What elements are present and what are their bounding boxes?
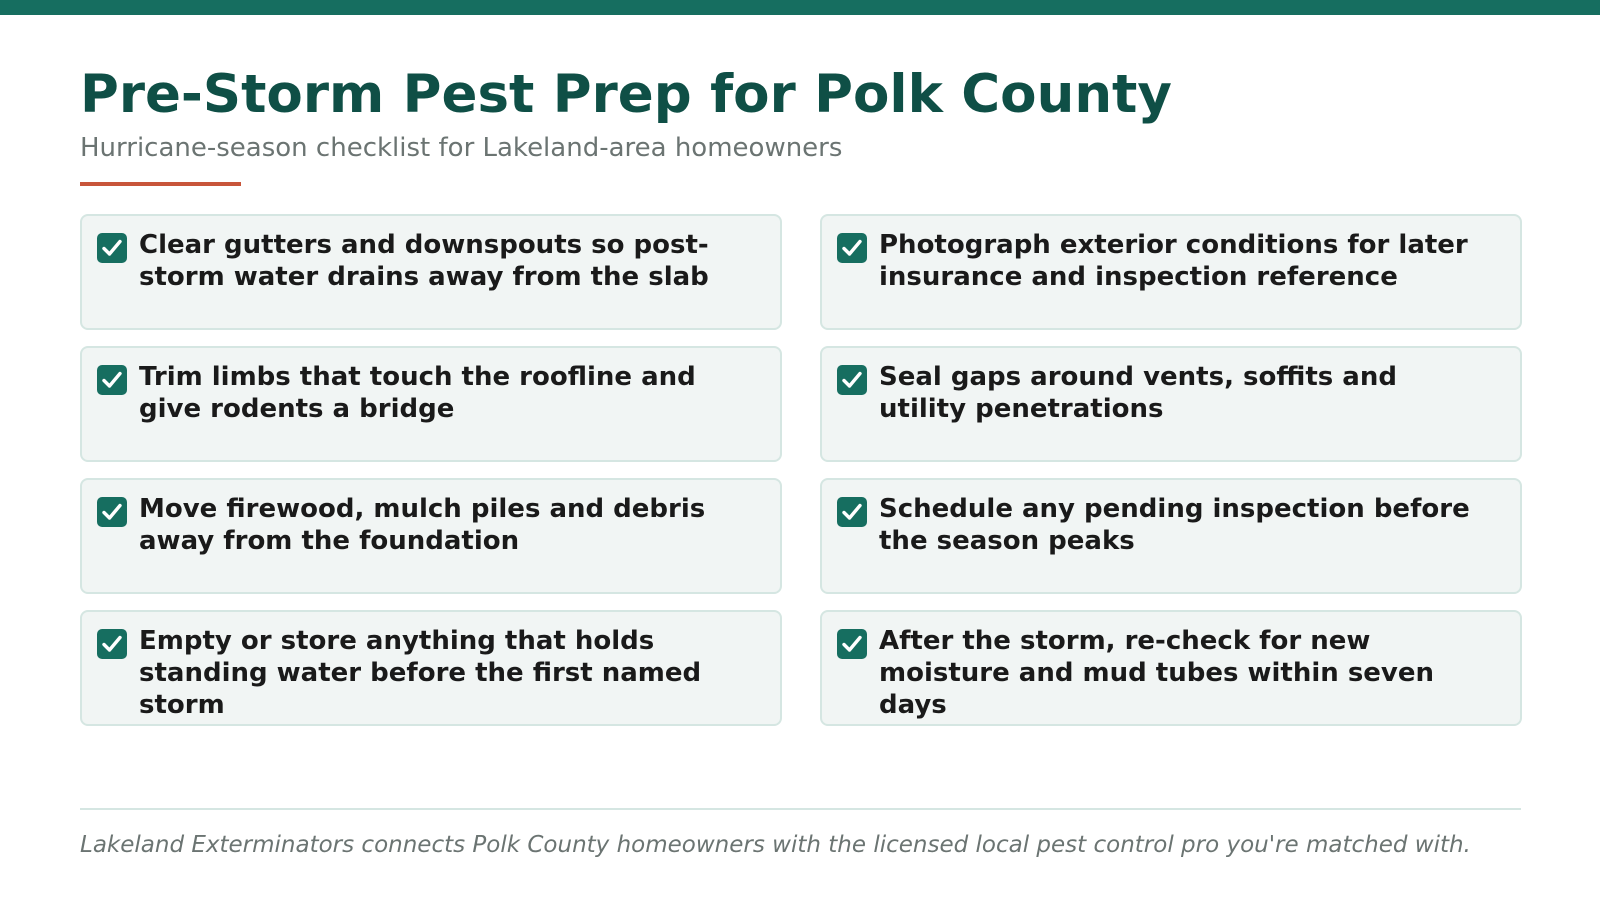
checkbox-checked-icon[interactable] bbox=[837, 497, 867, 527]
checkbox-checked-icon[interactable] bbox=[97, 629, 127, 659]
checklist-item-text: Seal gaps around vents, soffits and utility penetrations bbox=[879, 362, 1397, 424]
checklist-item bbox=[80, 346, 782, 462]
checklist-item-text: Photograph exterior conditions for later insurance and inspection reference bbox=[879, 230, 1468, 292]
checklist-grid bbox=[80, 214, 1521, 726]
checkbox-checked-icon[interactable] bbox=[97, 365, 127, 395]
checklist-item bbox=[80, 214, 782, 330]
page-title: Pre-Storm Pest Prep for Polk County bbox=[80, 64, 1172, 125]
checklist-item bbox=[820, 610, 1522, 726]
checklist-item-text: Move firewood, mulch piles and debris away from the foundation bbox=[139, 494, 706, 556]
footer-divider bbox=[80, 808, 1521, 810]
checkbox-checked-icon[interactable] bbox=[837, 365, 867, 395]
checkbox-checked-icon[interactable] bbox=[837, 629, 867, 659]
checklist-item bbox=[80, 478, 782, 594]
checkbox-checked-icon[interactable] bbox=[97, 233, 127, 263]
top-brand-bar bbox=[0, 0, 1600, 15]
checkbox-checked-icon[interactable] bbox=[837, 233, 867, 263]
checkbox-checked-icon[interactable] bbox=[97, 497, 127, 527]
checklist-item-text: Clear gutters and downspouts so post-storm water drains away from the slab bbox=[139, 230, 709, 292]
checklist-item bbox=[80, 610, 782, 726]
title-accent-rule bbox=[80, 182, 241, 186]
checklist-item-text: Empty or store anything that holds standing water before the first named storm bbox=[139, 626, 702, 720]
checklist-item-text: Trim limbs that touch the roofline and give rodents a bridge bbox=[139, 362, 696, 424]
checklist-item-text: Schedule any pending inspection before the season peaks bbox=[879, 494, 1470, 556]
checklist-item bbox=[820, 214, 1522, 330]
page-subtitle: Hurricane-season checklist for Lakeland-area homeowners bbox=[80, 133, 843, 163]
footer-note: Lakeland Exterminators connects Polk County homeowners with the licensed local pest control pro you're matched with. bbox=[80, 832, 1471, 858]
checklist-item bbox=[820, 346, 1522, 462]
checklist-item bbox=[820, 478, 1522, 594]
checklist-item-text: After the storm, re-check for new moisture and mud tubes within seven days bbox=[879, 626, 1435, 720]
